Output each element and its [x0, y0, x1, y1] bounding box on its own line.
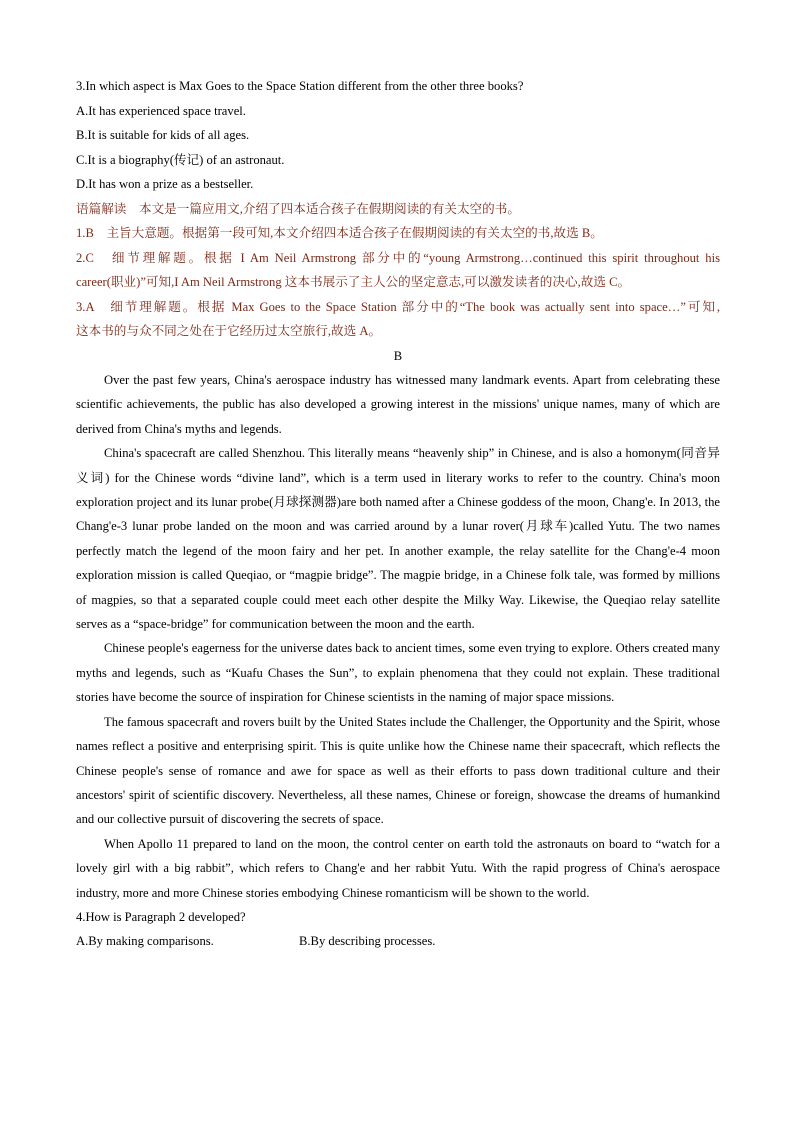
- option-4a: A.By making comparisons.: [76, 934, 214, 949]
- answer-2-line1: 2.C 细节理解题。根据 I Am Neil Armstrong 部分中的“young Armstrong…continued this spirit throughout his: [76, 250, 720, 265]
- option-3c: C.It is a biography(传记) of an astronaut.: [76, 152, 285, 167]
- question-3: 3.In which aspect is Max Goes to the Space Station different from the other three books?: [76, 79, 524, 93]
- passage-paragraph-5: When Apollo 11 prepared to land on the moon, the control center on earth told the astronauts on board to “watch for a lovely girl with a big rabbit”, which refers to Chang'e and her rabbit Yutu. With the rapid progress of China's aerospace industry, more and more Chinese stories embodying Chinese romanticism will be shown to the world.: [76, 836, 720, 900]
- option-4b: B.By describing processes.: [299, 934, 436, 949]
- passage-paragraph-1: Over the past few years, China's aerospace industry has witnessed many landmark events. Apart from celebrating these scientific achievements, the public has also developed a growing interest in the missions' unique names, many of which are derived from China's myths and legends.: [76, 373, 720, 436]
- passage-heading: B: [393, 348, 403, 363]
- answer-1: 1.B 主旨大意题。根据第一段可知,本文介绍四本适合孩子在假期阅读的有关太空的书,故选 B。: [76, 226, 603, 240]
- answer-3-line2: 这本书的与众不同之处在于它经历过太空旅行,故选 A。: [76, 324, 382, 338]
- passage-paragraph-2: China's spacecraft are called Shenzhou. This literally means “heavenly ship” in Chinese, and is also a homonym(同音异义词) for the Chinese words “divine land”, which is a term used in literary works to refer to the country. China's moon exploration project and its lunar probe(月球探测器)are both named after a Chinese goddess of the moon, Chang'e. In 2013, the Chang'e-3 lunar probe landed on the moon and was carried around by a lunar rover(月球车)called Yutu. The two names perfectly match the legend of the moon fairy and her pet. In another example, the relay satellite for the Chang'e-4 moon exploration mission is called Queqiao, or “magpie bridge”. The magpie bridge, in a Chinese folk tale, was formed by millions of magpies, so that a separated couple could meet each other despite the Milky Way. Likewise, the Queqiao relay satellite serves as a “space-bridge” for communication between the moon and the earth.: [76, 446, 720, 632]
- question-4-options: [76, 929, 720, 954]
- answer-2-line2: career(职业)”可知,I Am Neil Armstrong 这本书展示了主人公的坚定意志,可以激发读者的决心,故选 C。: [76, 275, 631, 289]
- analysis-summary: 语篇解读 本文是一篇应用文,介绍了四本适合孩子在假期阅读的有关太空的书。: [76, 201, 520, 216]
- passage-paragraph-4: The famous spacecraft and rovers built by the United States include the Challenger, the Opportunity and the Spirit, whose names reflect a positive and enterprising spirit. This is quite unlike how the Chinese name their spacecraft, which reflects the Chinese people's sense of romance and awe for space as well as their efforts to pass down traditional culture and their ancestors' spirit of scientific discovery. Nevertheless, all these names, Chinese or foreign, showcase the dreams of humankind and our collective pursuit of discovering the secrets of space.: [76, 714, 720, 827]
- document-page: [76, 74, 720, 954]
- option-3b: B.It is suitable for kids of all ages.: [76, 128, 250, 142]
- question-4: 4.How is Paragraph 2 developed?: [76, 909, 246, 924]
- answer-3-line1: 3.A 细节理解题。根据 Max Goes to the Space Station 部分中的“The book was actually sent into space…”可知,: [76, 299, 720, 314]
- passage-paragraph-3: Chinese people's eagerness for the universe dates back to ancient times, some even trying to explore. Others created many myths and legends, such as “Kuafu Chases the Sun”, to explain phenomena that they could not explain. These traditional stories have become the source of inspiration for Chinese scientists in the naming of major space missions.: [76, 641, 720, 705]
- option-3a: A.It has experienced space travel.: [76, 103, 246, 118]
- option-3d: D.It has won a prize as a bestseller.: [76, 177, 254, 191]
